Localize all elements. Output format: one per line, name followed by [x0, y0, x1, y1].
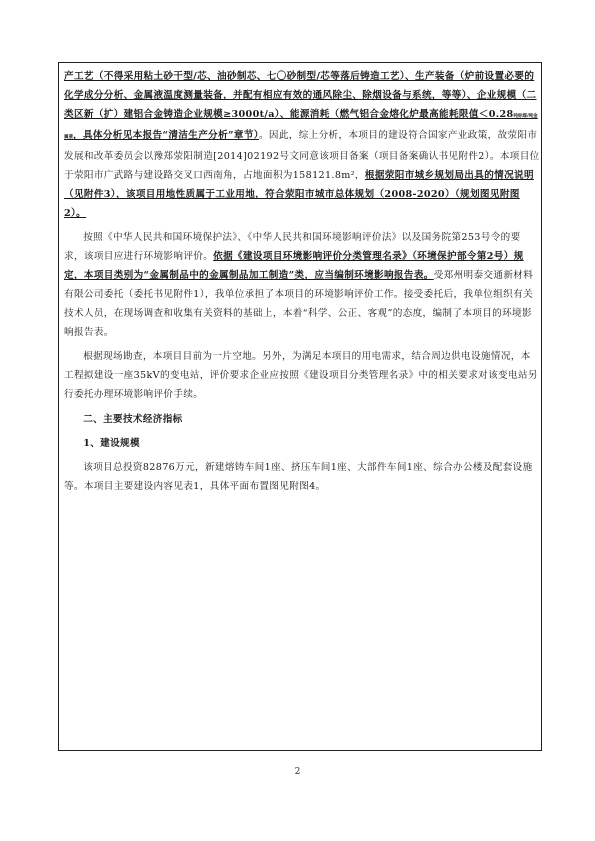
- section-heading: 二、主要技术经济指标: [83, 414, 183, 425]
- planning-emphasis: 根据荥阳市城乡规划局出具的情况说明（见附件3），该项目用地性质属于工业用地，符合荥阳市城市总体规划（2008-2020）（规划图见附图2）。: [64, 170, 534, 219]
- paragraph-policy: 产工艺（不得采用粘土砂干型/芯、油砂制芯、七〇砂制型/芯等落后铸造工艺）、生产装备（炉前设置必要的化学成分分析、金属液温度测量装备，并配有相应有效的通风除尘、除烟设备与系统，等等）、企业规模（二类区新（扩）建铝合金铸造企业规模≥3000t/a）、能源消耗（燃气铝合金熔化炉最高能耗限值＜0.28吨标煤/吨金属液，具体分析见本报告“清洁生产分析”章节）。因此，综上分析，本项目的建设符合国家产业政策，故荥阳市发展和改革委员会以豫郑荥阳制造[2014]02192号文同意该项目备案（项目备案确认书见附件2）。本项目位于荥阳市广武路与建设路交叉口西南角，占地面积为158121.8m²，根据荥阳市城乡规划局出具的情况说明（见附件3），该项目用地性质属于工业用地，符合荥阳市城市总体规划（2008-2020）（规划图见附图2）。: [64, 71, 540, 219]
- page-number: 2: [294, 767, 301, 777]
- paragraph-eia: 按照《中华人民共和国环境保护法》、《中华人民共和国环境影响评价法》以及国务院第253号令的要求，该项目应进行环境影响评价。依据《建设项目环境影响评价分类管理名录》（环境保护部令第2号）规定，本项目类别为“金属制品中的金属制品加工制造”类，应当编制环境影响报告表。受郑州明泰交通新材料有限公司委托（委托书见附件1），我单位承担了本项目的环境影响评价工作。接受委托后，我单位组织有关技术人员，在现场调查和收集有关资料的基础上，本着“科学、公正、客观”的态度，编制了本项目的环境影响报告表。: [64, 232, 534, 338]
- document-body: [64, 67, 540, 496]
- paragraph-site: 根据现场勘查，本项目目前为一片空地。另外，为满足本项目的用电需求，结合周边供电设施情况，本工程拟建设一座35kV的变电站，评价要求企业应按照《建设项目分类管理名录》中的相关要求对该变电站另行委托办理环境影响评价手续。: [64, 351, 538, 400]
- subsection-heading: 1、建设规模: [83, 438, 140, 449]
- paragraph-scale: 该项目总投资82876万元，新建熔铸车间1座、挤压车间1座、大部件车间1座、综合办公楼及配套设施等。本项目主要建设内容见表1，具体平面布置图见附图4。: [64, 462, 533, 492]
- category-emphasis: 依据《建设项目环境影响评价分类管理名录》（环境保护部令第2号）规定，本项目类别为“金属制品中的金属制品加工制造”类，应当编制环境影响报告表。: [64, 251, 524, 281]
- policy-emphasis: 产工艺（不得采用粘土砂干型/芯、油砂制芯、七〇砂制型/芯等落后铸造工艺）、生产装备（炉前设置必要的化学成分分析、金属液温度测量装备，并配有相应有效的通风除尘、除烟设备与系统，等等）、企业规模（二类区新（扩）建铝合金铸造企业规模≥3000t/a）、能源消耗（燃气铝合金熔化炉最高能耗限值＜0.28吨标煤/吨金属液，具体分析见本报告“清洁生产分析”章节）: [64, 71, 538, 141]
